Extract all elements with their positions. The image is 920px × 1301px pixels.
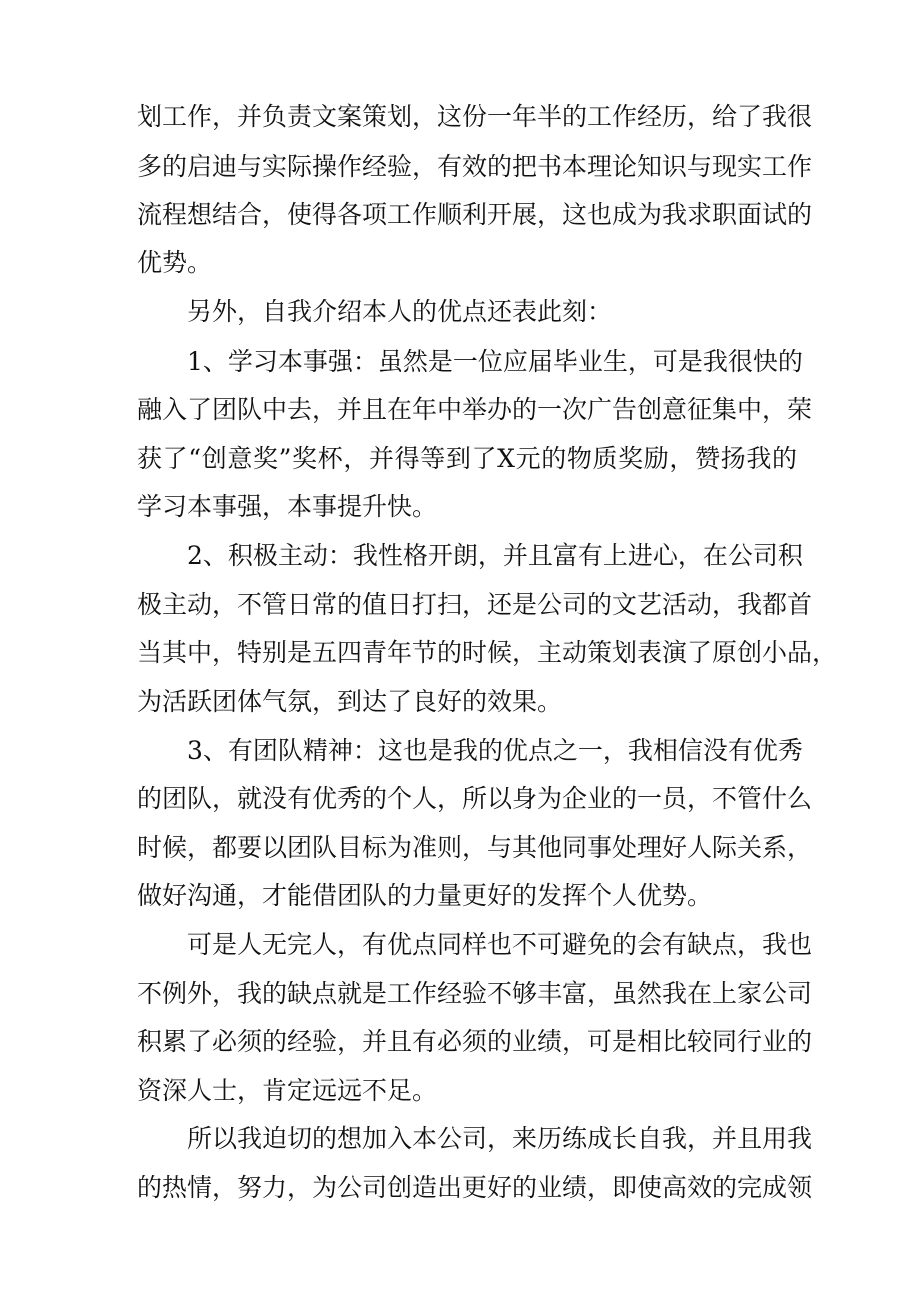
text-line: 获了“创意奖”奖杯，并得等到了X元的物质奖励，赞扬我的 — [137, 444, 797, 473]
paragraph-first-line: 另外，自我介绍本人的优点还表此刻： — [187, 297, 613, 326]
paragraph-first-line: 可是人无完人，有优点同样也不可避免的会有缺点，我也 — [187, 930, 813, 959]
text-line: 的热情，努力，为公司创造出更好的业绩，即使高效的完成领 — [137, 1173, 813, 1202]
text-line: 流程想结合，使得各项工作顺利开展，这也成为我求职面试的 — [137, 200, 813, 229]
text-line: 优势。 — [137, 248, 213, 277]
text-line: 当其中，特别是五四青年节的时候，主动策划表演了原创小品， — [137, 638, 838, 667]
text-line: 不例外，我的缺点就是工作经验不够丰富，虽然我在上家公司 — [137, 979, 813, 1008]
text-line: 做好沟通，才能借团队的力量更好的发挥个人优势。 — [137, 881, 713, 910]
text-line: 时候，都要以团队目标为准则，与其他同事处理好人际关系， — [137, 833, 813, 862]
text-line: 融入了团队中去，并且在年中举办的一次广告创意征集中，荣 — [137, 395, 813, 424]
text-line: 的团队，就没有优秀的个人，所以身为企业的一员，不管什么 — [137, 784, 813, 813]
paragraph-first-line: 1、学习本事强：虽然是一位应届毕业生，可是我很快的 — [187, 347, 803, 376]
paragraph-first-line: 3、有团队精神：这也是我的优点之一，我相信没有优秀 — [187, 736, 803, 765]
paragraph-first-line: 2、积极主动：我性格开朗，并且富有上进心，在公司积 — [187, 541, 803, 570]
text-line: 为活跃团体气氛，到达了良好的效果。 — [137, 687, 563, 716]
text-line: 学习本事强，本事提升快。 — [137, 492, 438, 521]
text-line: 资深人士，肯定远远不足。 — [137, 1076, 438, 1105]
text-line: 划工作，并负责文案策划，这份一年半的工作经历，给了我很 — [137, 102, 813, 131]
text-line: 极主动，不管日常的值日打扫，还是公司的文艺活动，我都首 — [137, 590, 813, 619]
text-line: 积累了必须的经验，并且有必须的业绩，可是相比较同行业的 — [137, 1027, 813, 1056]
text-line: 多的启迪与实际操作经验，有效的把书本理论知识与现实工作 — [137, 152, 813, 181]
paragraph-first-line: 所以我迫切的想加入本公司，来历练成长自我，并且用我 — [187, 1124, 813, 1153]
